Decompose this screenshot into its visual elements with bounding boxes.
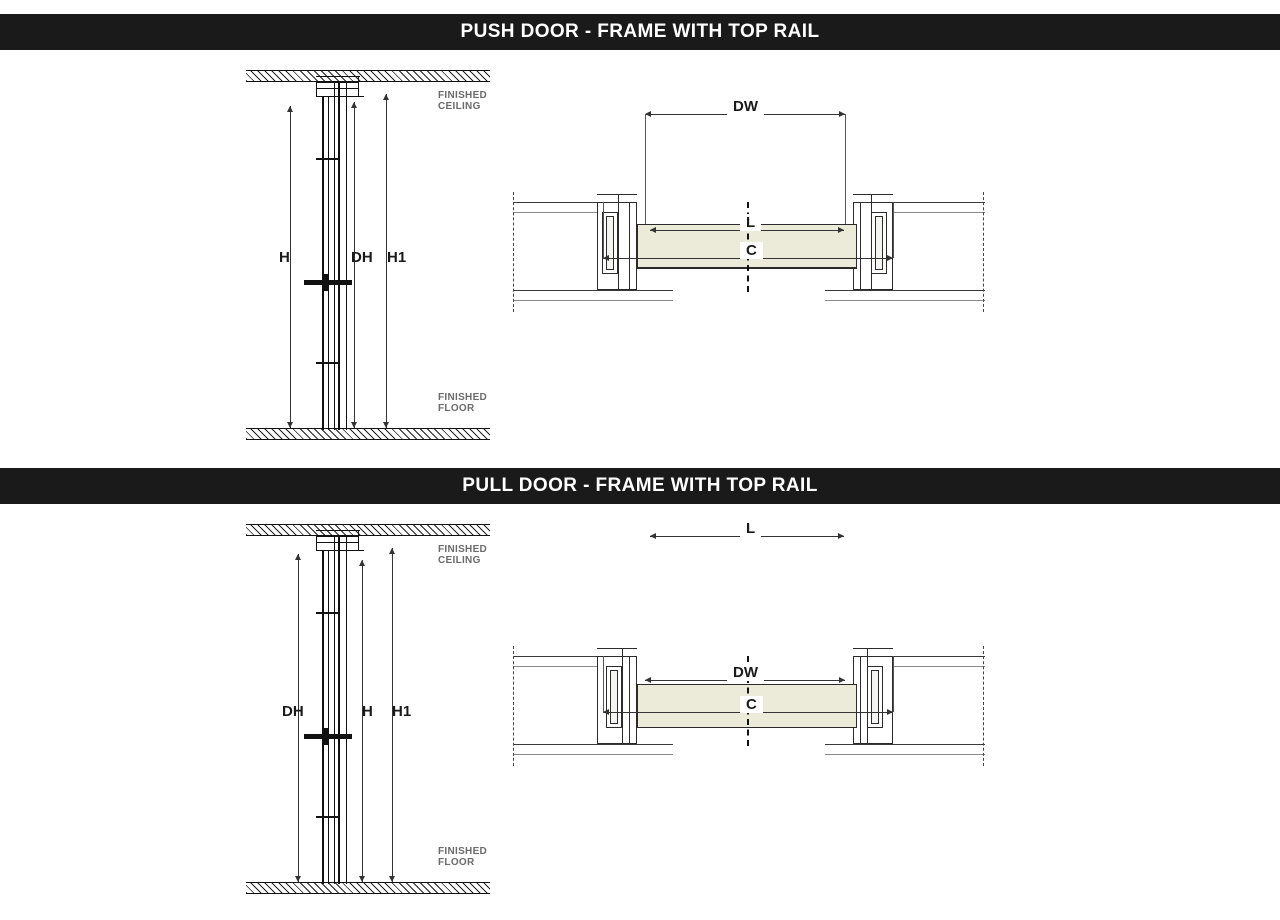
- dimension-label-c: C: [740, 242, 763, 259]
- section-title-pull-door: [0, 468, 1280, 504]
- extension-line-c-left: [603, 202, 604, 258]
- top-rail-bottom-line: [316, 550, 364, 551]
- hardware-mark-lower: [316, 816, 340, 818]
- jamb-core-right: [871, 670, 879, 724]
- jamb-edge-right-2: [860, 656, 861, 744]
- extension-line-dw-left: [645, 114, 646, 224]
- jamb-cap-right: [853, 648, 893, 649]
- dimension-line-h: [290, 106, 291, 428]
- wall-line-left-bottom: [513, 290, 673, 291]
- hardware-mark-upper: [316, 158, 340, 160]
- head-track-line: [316, 530, 360, 531]
- handle-mark-vertical: [322, 274, 328, 291]
- finished-ceiling-hatch: [246, 70, 490, 82]
- push-door-elevation: [246, 62, 496, 452]
- dimension-label-dw: DW: [727, 664, 764, 681]
- handle-mark: [304, 280, 352, 285]
- frame-jamb-line-2: [338, 82, 340, 430]
- dimension-line-h: [362, 560, 363, 882]
- top-rail-right-line: [358, 76, 359, 96]
- dimension-label-l: L: [740, 520, 761, 537]
- jamb-edge-left: [622, 648, 623, 744]
- dimension-label-dh: DH: [351, 249, 373, 266]
- head-track-line: [316, 76, 360, 77]
- wall-line-right-bottom-inner: [825, 300, 985, 301]
- top-rail-top-line: [316, 536, 358, 537]
- dimension-label-h: H: [362, 703, 373, 720]
- push-door-plan: [505, 62, 1025, 452]
- handle-mark-vertical: [322, 728, 328, 745]
- extent-dash-left: [513, 646, 514, 766]
- finished-ceiling-hatch: [246, 524, 490, 536]
- jamb-cap-left: [597, 194, 637, 195]
- wall-line-right-bottom: [825, 290, 985, 291]
- note-finished-ceiling: FINISHED CEILING: [438, 544, 488, 566]
- extent-dash-left: [513, 192, 514, 312]
- top-rail-bottom-line: [316, 96, 364, 97]
- door-leaf-edge-left-inner: [328, 550, 329, 884]
- jamb-edge-right: [867, 648, 868, 744]
- pull-door-drawing-panel: [0, 510, 1280, 920]
- handle-mark: [304, 734, 352, 739]
- dimension-label-dh: DH: [282, 703, 304, 720]
- wall-line-left-bottom: [513, 744, 673, 745]
- jamb-edge-left-2: [629, 202, 630, 290]
- section-title-push-door: [0, 14, 1280, 50]
- frame-jamb-line-3: [346, 82, 347, 430]
- top-rail-top-line: [316, 82, 358, 83]
- top-rail-right-line: [358, 530, 359, 550]
- dimension-label-dw: DW: [727, 98, 764, 115]
- door-leaf-edge-left: [322, 550, 324, 884]
- frame-jamb-line-3: [346, 536, 347, 884]
- pull-door-elevation: [246, 516, 496, 906]
- extension-line-c-left: [603, 656, 604, 712]
- dimension-label-l: L: [740, 214, 761, 231]
- dimension-label-h: H: [279, 249, 290, 266]
- hardware-mark-lower: [316, 362, 340, 364]
- push-door-drawing-panel: [0, 56, 1280, 466]
- section-title-text: PUSH DOOR - FRAME WITH TOP RAIL: [460, 21, 820, 42]
- jamb-edge-left: [618, 194, 619, 290]
- extent-dash-right: [983, 192, 984, 312]
- note-finished-floor: FINISHED FLOOR: [438, 846, 488, 868]
- extent-dash-right: [983, 646, 984, 766]
- dimension-label-c: C: [740, 696, 763, 713]
- top-rail-left-line: [316, 536, 317, 550]
- top-rail-mid-line: [316, 88, 358, 89]
- frame-jamb-line: [334, 536, 335, 884]
- frame-jamb-line: [334, 82, 335, 430]
- jamb-edge-right-2: [860, 202, 861, 290]
- top-rail-mid-line: [316, 542, 358, 543]
- jamb-cap-right: [853, 194, 893, 195]
- dimension-label-h1: H1: [387, 249, 407, 266]
- extension-line-dw-right: [845, 114, 846, 224]
- jamb-core-left: [606, 216, 614, 270]
- top-rail-left-line: [316, 82, 317, 96]
- wall-line-left-bottom-inner: [513, 754, 673, 755]
- finished-floor-hatch: [246, 882, 490, 894]
- dimension-label-h1: H1: [392, 703, 412, 720]
- frame-jamb-line-2: [338, 536, 340, 884]
- door-leaf-edge-left-inner: [328, 96, 329, 430]
- jamb-core-right: [875, 216, 883, 270]
- pull-door-plan: [505, 516, 1025, 906]
- jamb-edge-right: [871, 194, 872, 290]
- extension-line-c-right: [893, 656, 894, 712]
- finished-floor-hatch: [246, 428, 490, 440]
- jamb-edge-left-2: [629, 656, 630, 744]
- door-leaf-edge-left: [322, 96, 324, 430]
- section-title-text: PULL DOOR - FRAME WITH TOP RAIL: [462, 475, 818, 496]
- wall-line-left-bottom-inner: [513, 300, 673, 301]
- wall-line-right-bottom-inner: [825, 754, 985, 755]
- jamb-cap-left: [597, 648, 637, 649]
- note-finished-ceiling: FINISHED CEILING: [438, 90, 488, 112]
- hardware-mark-upper: [316, 612, 340, 614]
- jamb-core-left: [610, 670, 618, 724]
- extension-line-c-right: [893, 202, 894, 258]
- wall-line-right-bottom: [825, 744, 985, 745]
- note-finished-floor: FINISHED FLOOR: [438, 392, 488, 414]
